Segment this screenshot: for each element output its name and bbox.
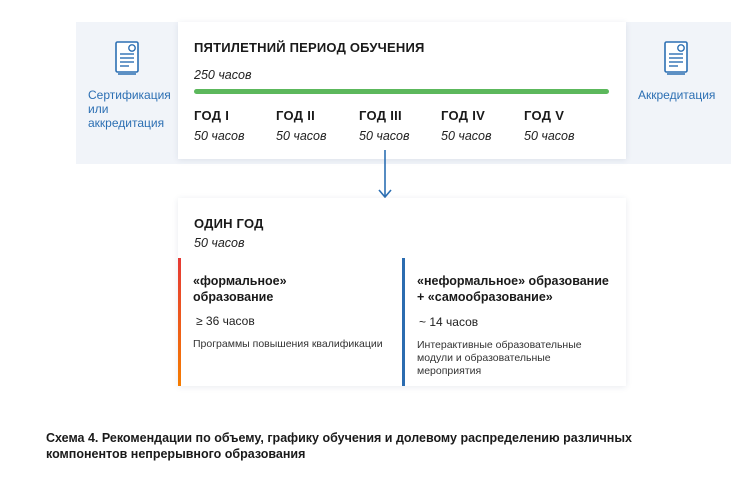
left-side-label (88, 88, 171, 130)
year-label: ГОД III (359, 108, 402, 123)
document-certificate-icon (112, 40, 142, 81)
one-year-title: ОДИН ГОД (194, 216, 264, 231)
formal-hours: ≥ 36 часов (196, 314, 255, 328)
year-label: ГОД IV (441, 108, 486, 123)
year-label: ГОД V (524, 108, 565, 123)
progress-bar (194, 89, 609, 94)
year-label: ГОД II (276, 108, 316, 123)
informal-desc-line3: мероприятия (417, 365, 482, 377)
year-hours: 50 часов (524, 129, 575, 143)
formal-title (193, 273, 287, 305)
five-year-title: ПЯТИЛЕТНИЙ ПЕРИОД ОБУЧЕНИЯ (194, 40, 425, 55)
formal-accent-bar (178, 258, 181, 386)
year-item (441, 108, 492, 143)
left-label-line3: аккредитация (88, 116, 165, 130)
year-hours: 50 часов (359, 129, 410, 143)
left-label-line2: или (88, 102, 109, 116)
informal-accent-bar (402, 258, 405, 386)
year-item (194, 108, 245, 143)
right-side-label: Аккредитация (638, 88, 716, 102)
year-item (359, 108, 410, 143)
caption-line2: компонентов непрерывного образования (46, 447, 306, 461)
figure-caption (46, 430, 726, 462)
arrow-down-icon (377, 150, 393, 205)
informal-title (417, 273, 609, 305)
formal-title-line1: «формальное» (193, 274, 287, 288)
one-year-hours: 50 часов (194, 236, 245, 250)
caption-line1: Схема 4. Рекомендации по объему, графику обучения и долевому распределению различных (46, 431, 632, 445)
informal-title-line1: «неформальное» образование (417, 274, 609, 288)
informal-title-line2: + «самообразование» (417, 290, 553, 304)
formal-description: Программы повышения квалификации (193, 338, 383, 350)
year-hours: 50 часов (441, 129, 492, 143)
informal-desc-line1: Интерактивные образовательные (417, 339, 582, 351)
year-hours: 50 часов (276, 129, 327, 143)
year-label: ГОД I (194, 108, 230, 123)
left-label-line1: Сертификация (88, 88, 171, 102)
document-certificate-icon (661, 40, 691, 81)
informal-description (417, 339, 582, 378)
five-year-total-hours: 250 часов (194, 68, 252, 82)
informal-hours: ~ 14 часов (419, 315, 479, 329)
year-item (276, 108, 327, 143)
informal-desc-line2: модули и образовательные (417, 352, 551, 364)
formal-title-line2: образование (193, 290, 274, 304)
year-item (524, 108, 575, 143)
year-hours: 50 часов (194, 129, 245, 143)
